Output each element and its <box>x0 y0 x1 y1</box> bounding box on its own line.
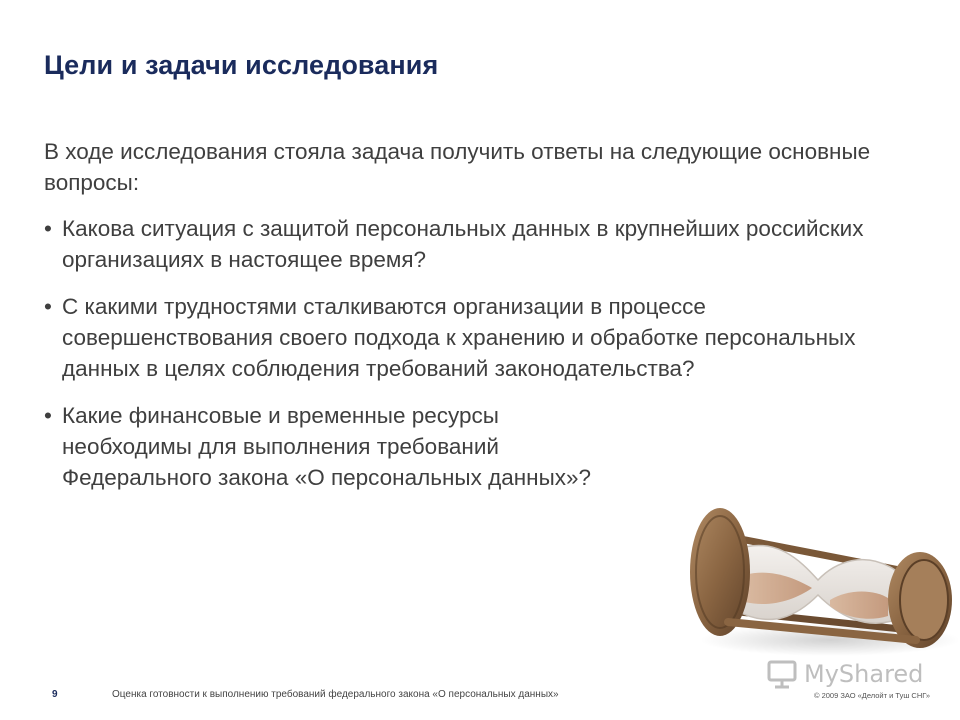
hourglass-icon <box>680 480 960 660</box>
list-item <box>44 291 904 384</box>
question-text: С какими трудностями сталкиваются организации в процессе совершенствования своего подхода к хранению и обработке персональных данных в целях соблюдения требований законодательства? <box>62 294 856 381</box>
question-list <box>44 213 904 509</box>
question-text: Какова ситуация с защитой персональных данных в крупнейших российских организациях в настоящее время? <box>62 216 864 272</box>
intro-text: В ходе исследования стояла задача получить ответы на следующие основные вопросы: <box>44 139 871 195</box>
watermark-text: MyShared <box>804 660 924 688</box>
watermark <box>766 656 923 692</box>
list-item <box>44 400 622 493</box>
question-text: Какие финансовые и временные ресурсы необходимы для выполнения требований Федерального закона «О персональных данных»? <box>62 403 592 490</box>
page-number: 9 <box>52 689 58 700</box>
footer-caption: Оценка готовности к выполнению требований федерального закона «О персональных данных» <box>112 689 559 700</box>
slide-title: Цели и задачи исследования <box>44 50 439 80</box>
bullet-marker: • <box>44 403 52 428</box>
list-item <box>44 213 904 275</box>
bullet-marker: • <box>44 216 52 241</box>
bullet-marker: • <box>44 294 52 319</box>
projector-screen-icon <box>766 658 798 690</box>
footer-copyright: © 2009 ЗАО «Делойт и Туш СНГ» <box>813 691 930 700</box>
